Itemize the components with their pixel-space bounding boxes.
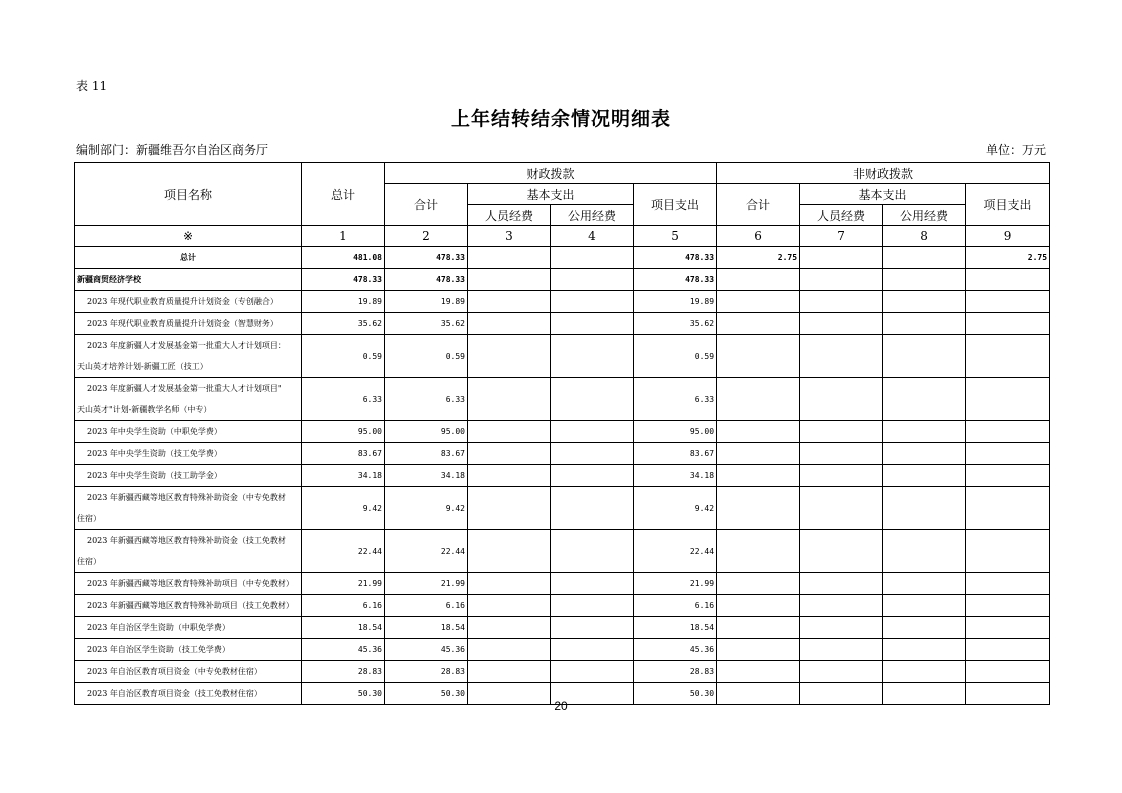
table-row [75, 335, 1050, 378]
col-index: 1 [302, 226, 385, 247]
cell-value [966, 617, 1050, 639]
cell-value [551, 443, 634, 465]
col-header-nonfiscal: 非财政拨款 [717, 163, 1050, 184]
cell-value [800, 421, 883, 443]
row-name: 2023 年自治区教育项目资金（中专免教材住宿） [75, 661, 302, 683]
cell-value [468, 335, 551, 378]
cell-value [800, 617, 883, 639]
row-name: 2023 年自治区教育项目资金（技工免教材住宿） [75, 683, 302, 705]
carryover-table [74, 162, 1050, 705]
cell-value [966, 313, 1050, 335]
row-name [75, 530, 302, 573]
col-index: 7 [800, 226, 883, 247]
row-name: 2023 年中央学生资助（中职免学费） [75, 421, 302, 443]
cell-value [966, 269, 1050, 291]
row-name: 2023 年新疆西藏等地区教育特殊补助项目（技工免教材） [75, 595, 302, 617]
cell-value [717, 443, 800, 465]
cell-value [551, 487, 634, 530]
row-name: 2023 年现代职业教育质量提升计划资金（专创融合） [75, 291, 302, 313]
cell-value: 9.42 [385, 487, 468, 530]
table-row [75, 378, 1050, 421]
cell-value: 95.00 [302, 421, 385, 443]
col-header-fiscal: 财政拨款 [385, 163, 717, 184]
cell-value [551, 335, 634, 378]
cell-value: 6.33 [385, 378, 468, 421]
cell-value [883, 661, 966, 683]
page-number: 20 [554, 699, 568, 713]
cell-value [551, 661, 634, 683]
row-name: 2023 年自治区学生资助（技工免学费） [75, 639, 302, 661]
cell-value: 35.62 [385, 313, 468, 335]
cell-value: 50.30 [302, 683, 385, 705]
cell-value: 34.18 [302, 465, 385, 487]
cell-value [468, 487, 551, 530]
col-index: 2 [385, 226, 468, 247]
row-name-line: 2023 年新疆西藏等地区教育特殊补助资金（技工免教材 [87, 536, 286, 545]
cell-value [717, 378, 800, 421]
cell-value [800, 661, 883, 683]
cell-value [966, 487, 1050, 530]
cell-value [800, 269, 883, 291]
row-name: 新疆商贸经济学校 [75, 269, 302, 291]
cell-value [800, 487, 883, 530]
cell-value: 28.83 [302, 661, 385, 683]
cell-value [468, 595, 551, 617]
cell-value: 22.44 [385, 530, 468, 573]
cell-value [551, 247, 634, 269]
cell-value [468, 421, 551, 443]
cell-value: 18.54 [385, 617, 468, 639]
col-index: 9 [966, 226, 1050, 247]
table-row [75, 617, 1050, 639]
col-index: 6 [717, 226, 800, 247]
page-title: 上年结转结余情况明细表 [450, 108, 671, 130]
cell-value [717, 335, 800, 378]
cell-value [883, 487, 966, 530]
cell-value: 83.67 [385, 443, 468, 465]
cell-value: 9.42 [634, 487, 717, 530]
cell-value [883, 269, 966, 291]
cell-value [883, 530, 966, 573]
cell-value [800, 530, 883, 573]
col-header-nonfiscal-public: 公用经费 [883, 205, 966, 226]
cell-value [468, 313, 551, 335]
cell-value: 21.99 [385, 573, 468, 595]
cell-value: 478.33 [385, 269, 468, 291]
table-row [75, 269, 1050, 291]
cell-value [551, 465, 634, 487]
cell-value [717, 421, 800, 443]
table-row [75, 639, 1050, 661]
col-header-nonfiscal-project: 项目支出 [966, 184, 1050, 226]
cell-value: 6.16 [302, 595, 385, 617]
col-index: 4 [551, 226, 634, 247]
table-row [75, 291, 1050, 313]
cell-value [966, 595, 1050, 617]
cell-value: 45.36 [302, 639, 385, 661]
cell-value [800, 247, 883, 269]
cell-value [800, 443, 883, 465]
cell-value: 83.67 [302, 443, 385, 465]
cell-value: 0.59 [302, 335, 385, 378]
cell-value [717, 530, 800, 573]
cell-value [468, 617, 551, 639]
cell-value [468, 247, 551, 269]
table-row [75, 247, 1050, 269]
row-name-line: 住宿） [77, 514, 101, 523]
cell-value [883, 421, 966, 443]
cell-value [717, 313, 800, 335]
row-name-line: 住宿） [77, 557, 101, 566]
cell-value [883, 247, 966, 269]
cell-value [883, 313, 966, 335]
cell-value [800, 595, 883, 617]
cell-value: 2.75 [966, 247, 1050, 269]
row-name: 2023 年自治区学生资助（中职免学费） [75, 617, 302, 639]
cell-value: 19.89 [385, 291, 468, 313]
cell-value [468, 639, 551, 661]
cell-value [468, 530, 551, 573]
col-header-nonfiscal-basic: 基本支出 [800, 184, 966, 205]
cell-value [883, 595, 966, 617]
cell-value: 6.33 [634, 378, 717, 421]
cell-value: 95.00 [634, 421, 717, 443]
row-name: 2023 年现代职业教育质量提升计划资金（智慧财务） [75, 313, 302, 335]
cell-value [883, 335, 966, 378]
table-row [75, 443, 1050, 465]
cell-value: 21.99 [302, 573, 385, 595]
cell-value [717, 595, 800, 617]
cell-value [966, 443, 1050, 465]
cell-value: 45.36 [385, 639, 468, 661]
cell-value [800, 335, 883, 378]
table-row [75, 530, 1050, 573]
cell-value: 22.44 [302, 530, 385, 573]
cell-value [883, 465, 966, 487]
cell-value [883, 291, 966, 313]
cell-value [551, 291, 634, 313]
cell-value: 478.33 [302, 269, 385, 291]
cell-value: 35.62 [302, 313, 385, 335]
cell-value: 35.62 [634, 313, 717, 335]
col-header-fiscal-basic: 基本支出 [468, 184, 634, 205]
cell-value [966, 639, 1050, 661]
cell-value [717, 269, 800, 291]
cell-value: 22.44 [634, 530, 717, 573]
table-row [75, 595, 1050, 617]
col-header-fiscal-personnel: 人员经费 [468, 205, 551, 226]
row-name: 2023 年中央学生资助（技工免学费） [75, 443, 302, 465]
row-name [75, 487, 302, 530]
cell-value [800, 465, 883, 487]
cell-value [966, 335, 1050, 378]
cell-value [966, 378, 1050, 421]
cell-value [717, 487, 800, 530]
col-header-nonfiscal-subtotal: 合计 [717, 184, 800, 226]
col-header-name: 项目名称 [75, 163, 302, 226]
cell-value [468, 661, 551, 683]
cell-value: 6.16 [634, 595, 717, 617]
cell-value: 21.99 [634, 573, 717, 595]
table-row [75, 313, 1050, 335]
row-name: 总计 [75, 247, 302, 269]
cell-value: 9.42 [302, 487, 385, 530]
cell-value: 18.54 [634, 617, 717, 639]
row-name-line: 天山英才"计划-新疆教学名师（中专） [77, 405, 212, 414]
cell-value [551, 573, 634, 595]
cell-value: 34.18 [634, 465, 717, 487]
cell-value [551, 269, 634, 291]
cell-value: 50.30 [385, 683, 468, 705]
cell-value: 2.75 [717, 247, 800, 269]
cell-value [551, 421, 634, 443]
cell-value: 83.67 [634, 443, 717, 465]
table-row [75, 421, 1050, 443]
cell-value [966, 421, 1050, 443]
cell-value [883, 378, 966, 421]
row-name [75, 378, 302, 421]
cell-value [551, 639, 634, 661]
cell-value [800, 378, 883, 421]
cell-value: 478.33 [634, 247, 717, 269]
col-index: 8 [883, 226, 966, 247]
cell-value [966, 465, 1050, 487]
compiling-department: 编制部门：新疆维吾尔自治区商务厅 [76, 143, 269, 157]
cell-value: 6.33 [302, 378, 385, 421]
cell-value [883, 443, 966, 465]
row-name-line: 天山英才培养计划-新疆工匠（技工） [77, 362, 208, 371]
cell-value: 478.33 [385, 247, 468, 269]
col-index: 3 [468, 226, 551, 247]
cell-value: 19.89 [302, 291, 385, 313]
cell-value [717, 639, 800, 661]
cell-value [551, 530, 634, 573]
cell-value [800, 573, 883, 595]
col-header-nonfiscal-personnel: 人员经费 [800, 205, 883, 226]
col-header-fiscal-project: 项目支出 [634, 184, 717, 226]
col-header-fiscal-public: 公用经费 [551, 205, 634, 226]
cell-value [800, 639, 883, 661]
row-name-line: 2023 年新疆西藏等地区教育特殊补助资金（中专免教材 [87, 493, 286, 502]
unit-label: 单位：万元 [985, 143, 1046, 157]
cell-value [551, 313, 634, 335]
table-number: 表 11 [76, 79, 108, 93]
cell-value [966, 530, 1050, 573]
cell-value [966, 661, 1050, 683]
cell-value: 481.08 [302, 247, 385, 269]
cell-value [800, 313, 883, 335]
cell-value: 19.89 [634, 291, 717, 313]
cell-value [883, 639, 966, 661]
cell-value: 478.33 [634, 269, 717, 291]
cell-value [883, 573, 966, 595]
cell-value: 45.36 [634, 639, 717, 661]
cell-value [800, 291, 883, 313]
cell-value [468, 465, 551, 487]
row-name [75, 335, 302, 378]
cell-value [717, 573, 800, 595]
table-row [75, 487, 1050, 530]
cell-value [551, 378, 634, 421]
cell-value: 0.59 [634, 335, 717, 378]
cell-value: 34.18 [385, 465, 468, 487]
cell-value [551, 595, 634, 617]
cell-value [966, 573, 1050, 595]
cell-value: 28.83 [385, 661, 468, 683]
col-index: 5 [634, 226, 717, 247]
cell-value: 0.59 [385, 335, 468, 378]
index-mark: ※ [75, 226, 302, 247]
cell-value [717, 465, 800, 487]
cell-value [717, 617, 800, 639]
cell-value: 18.54 [302, 617, 385, 639]
table-row [75, 661, 1050, 683]
cell-value [717, 661, 800, 683]
cell-value: 28.83 [634, 661, 717, 683]
row-name-line: 2023 年度新疆人才发展基金第一批重大人才计划项目： [87, 341, 286, 350]
cell-value [468, 291, 551, 313]
cell-value: 95.00 [385, 421, 468, 443]
cell-value [883, 617, 966, 639]
cell-value: 6.16 [385, 595, 468, 617]
cell-value [966, 291, 1050, 313]
col-header-total: 总计 [302, 163, 385, 226]
cell-value [468, 269, 551, 291]
table-row [75, 465, 1050, 487]
cell-value [468, 573, 551, 595]
table-row [75, 573, 1050, 595]
row-name-line: 2023 年度新疆人才发展基金第一批重大人才计划项目" [87, 384, 282, 393]
row-name: 2023 年中央学生资助（技工助学金） [75, 465, 302, 487]
cell-value [551, 617, 634, 639]
cell-value [468, 378, 551, 421]
col-header-fiscal-subtotal: 合计 [385, 184, 468, 226]
row-name: 2023 年新疆西藏等地区教育特殊补助项目（中专免教材） [75, 573, 302, 595]
cell-value [717, 291, 800, 313]
cell-value: 50.30 [634, 683, 717, 705]
cell-value [468, 443, 551, 465]
